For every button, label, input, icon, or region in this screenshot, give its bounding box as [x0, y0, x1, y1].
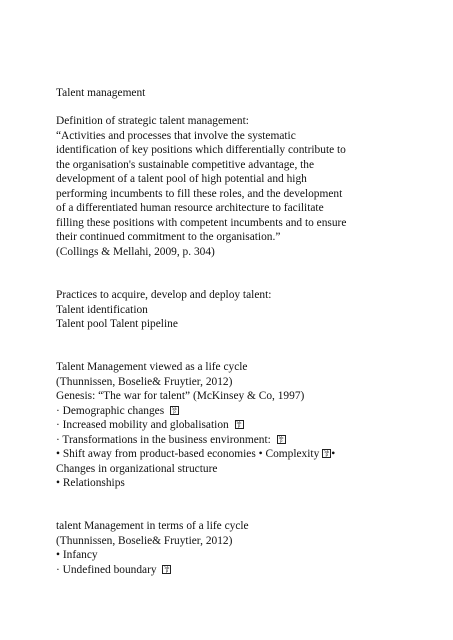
bullet-item [56, 563, 416, 578]
lifecycle2-heading: talent Management in terms of a life cycle [56, 520, 249, 532]
definition-line: identification of key positions which differentially contribute to [56, 144, 346, 156]
separator-glyph-icon [170, 406, 179, 415]
bullet-item [56, 404, 416, 419]
lifecycle2-citation: (Thunnissen, Boselie& Fruytier, 2012) [56, 534, 233, 547]
lifecycle-line: Changes in organizational structure [56, 462, 218, 475]
separator-glyph-icon [322, 449, 331, 458]
bullet-text: · Increased mobility and globalisation [56, 419, 232, 431]
definition-heading: Definition of strategic talent management: [56, 115, 249, 127]
bullet-item [56, 447, 416, 462]
bullet-item [56, 433, 416, 448]
definition-line: the organisation's sustainable competitive advantage, the [56, 158, 315, 171]
definition-line: filling these positions with competent incumbents and to ensure [56, 216, 347, 229]
separator-glyph-icon [162, 565, 171, 574]
definition-line: their continued commitment to the organisation.” [56, 231, 281, 243]
definition-line: performing incumbents to fill these roles, and the development [56, 187, 343, 200]
practices-heading: Practices to acquire, develop and deploy talent: [56, 289, 272, 301]
practices-line: Talent identification [56, 303, 148, 316]
bullet-item: • Relationships [56, 477, 125, 489]
definition-line: of a differentiated human resource architecture to facilitate [56, 202, 324, 214]
citation: (Collings & Mellahi, 2009, p. 304) [56, 245, 215, 258]
practices-line: Talent pool Talent pipeline [56, 318, 178, 330]
bullet-item: • Infancy [56, 549, 98, 561]
bullet-text: · Undefined boundary [56, 563, 160, 576]
definition-line: development of a talent pool of high potential and high [56, 173, 307, 185]
separator-glyph-icon [277, 435, 286, 444]
lifecycle-heading: Talent Management viewed as a life cycle [56, 361, 248, 373]
definition-line: “Activities and processes that involve the systematic [56, 129, 296, 142]
document-title: Talent management [56, 87, 146, 99]
bullet-text: • Shift away from product-based economies • Complexity [56, 448, 320, 460]
bullet-text: · Transformations in the business environment: [56, 433, 274, 446]
lifecycle-citation: (Thunnissen, Boselie& Fruytier, 2012) [56, 375, 233, 388]
bullet-text: · Demographic changes [56, 404, 168, 417]
separator-glyph-icon [235, 420, 244, 429]
bullet-item [56, 418, 416, 433]
lifecycle-line: Genesis: “The war for talent” (McKinsey & Co, 1997) [56, 390, 305, 402]
bullet-dot: • [331, 448, 336, 460]
